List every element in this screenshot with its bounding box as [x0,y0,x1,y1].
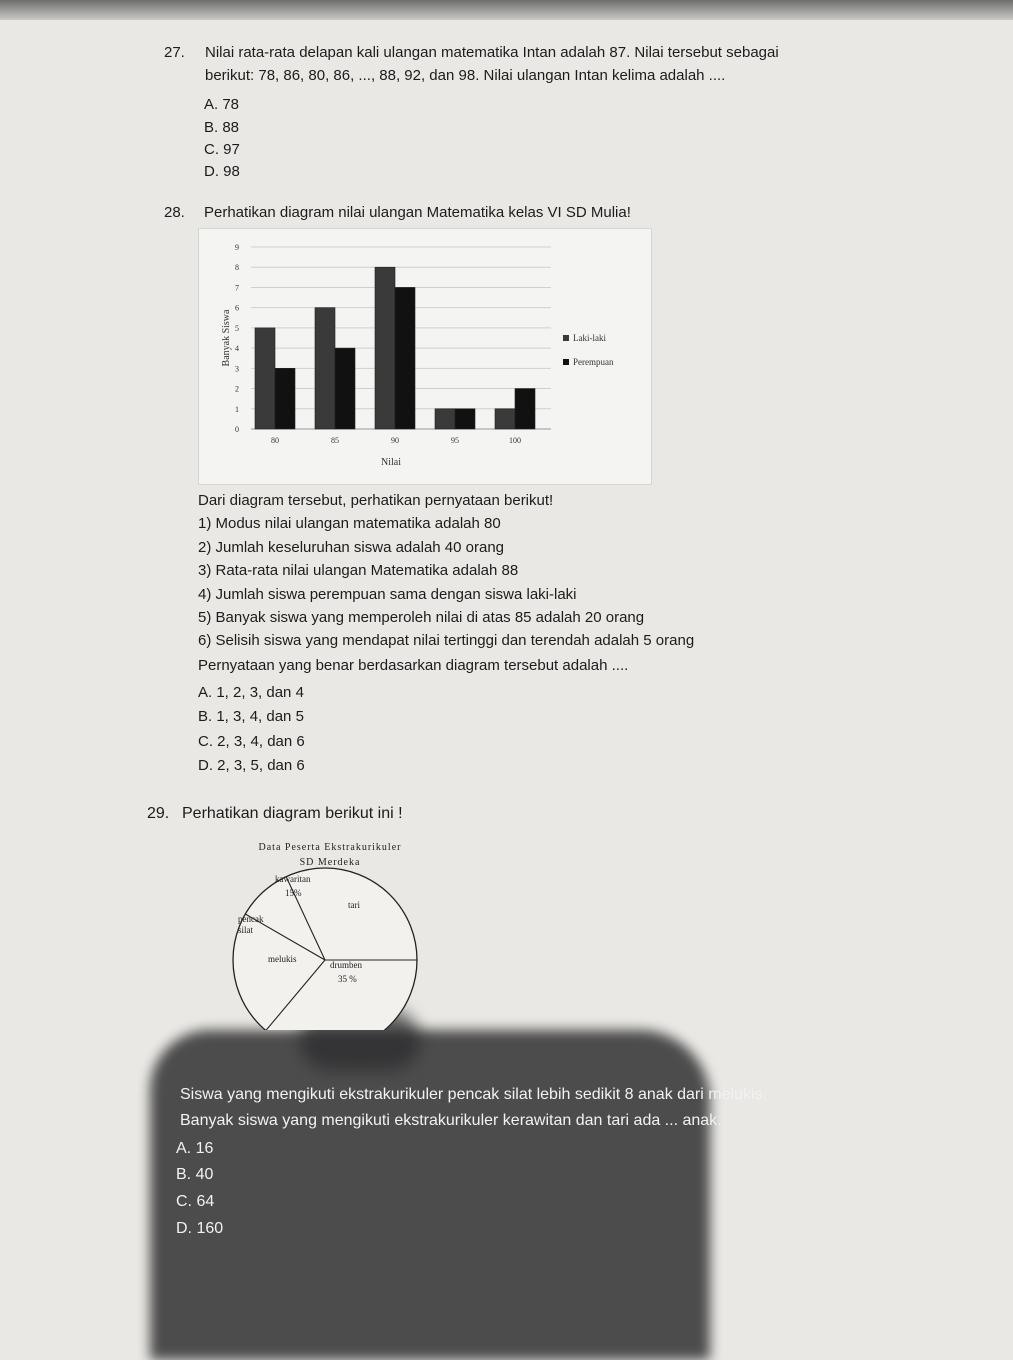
q28-statement-3: 3) Rata-rata nilai ulangan Matematika adalah 88 [198,562,519,579]
pie-title: Data Peserta Ekstrakurikuler [258,842,402,853]
y-tick-label: 3 [235,364,239,374]
q28-prompt: Perhatikan diagram nilai ulangan Matematika kelas VI SD Mulia! [204,204,631,221]
pie-label-0: kawaritan [275,874,311,884]
q29-option-b[interactable]: B. 40 [176,1166,214,1183]
pie-subtitle: SD Merdeka [299,857,361,868]
q28-statement-5: 5) Banyak siswa yang memperoleh nilai di atas 85 adalah 20 orang [198,609,645,626]
x-tick-label: 95 [451,436,459,445]
q29-option-a[interactable]: A. 16 [176,1140,214,1157]
bar-laki-laki-80 [255,328,275,429]
pie-chart-panel [220,840,435,1030]
x-tick-label: 90 [391,436,399,445]
q29-text-1: Siswa yang mengikuti ekstrakurikuler pencak silat lebih sedikit 8 anak dari melukis. [180,1086,767,1103]
legend-swatch [563,359,569,365]
legend-label: Perempuan [573,357,614,367]
q28-option-c[interactable]: C. 2, 3, 4, dan 6 [198,733,305,750]
y-tick-label: 0 [235,425,239,434]
q29-option-d[interactable]: D. 160 [176,1220,224,1237]
q28-option-a[interactable]: A. 1, 2, 3, dan 4 [198,684,304,701]
y-tick-label: 9 [235,243,239,252]
y-tick-label: 7 [235,283,239,293]
q28-statement-4: 4) Jumlah siswa perempuan sama dengan siswa laki-laki [198,586,577,603]
x-tick-label: 85 [331,436,339,445]
q28-statement-2: 2) Jumlah keseluruhan siswa adalah 40 orang [198,539,505,556]
bar-perempuan-85 [335,348,355,429]
bar-chart-panel [198,228,652,485]
pie-outline [233,868,417,1030]
q29-text-2: Banyak siswa yang mengikuti ekstrakurikuler kerawitan dan tari ada ... anak. [180,1112,722,1129]
q27-text-line2: berikut: 78, 86, 80, 86, ..., 88, 92, dan 98. Nilai ulangan Intan kelima adalah .... [205,67,726,84]
q28-number: 28. [164,204,185,221]
q29-prompt: Perhatikan diagram berikut ini ! [182,805,403,822]
bar-perempuan-80 [275,368,295,429]
bar-chart [199,229,651,484]
pie-label-4: silat [238,925,253,935]
q29-option-c[interactable]: C. 64 [176,1193,215,1210]
pie-label-1: tari [348,900,360,910]
q28-after-chart: Dari diagram tersebut, perhatikan pernyataan berikut! [198,492,554,509]
q27-option-c[interactable]: C. 97 [204,141,240,158]
pie-label-2: drumben [330,960,362,970]
y-axis-label: Banyak Siswa [221,309,232,367]
bar-perempuan-100 [515,389,535,429]
y-tick-label: 8 [235,263,239,273]
x-axis-label: Nilai [381,457,401,468]
bar-laki-laki-95 [435,409,455,429]
q28-option-d[interactable]: D. 2, 3, 5, dan 6 [198,757,305,774]
y-tick-label: 2 [235,384,239,394]
pie-chart [220,840,435,1030]
bar-laki-laki-90 [375,267,395,429]
bar-perempuan-90 [395,287,415,429]
q29-number: 29. [147,805,170,822]
q28-statement-1: 1) Modus nilai ulangan matematika adalah 80 [198,515,501,532]
q27-option-b[interactable]: B. 88 [204,119,240,136]
q27-number: 27. [164,44,185,61]
legend-label: Laki-laki [573,333,606,343]
y-tick-label: 6 [235,303,239,313]
q28-statement-6: 6) Selisih siswa yang mendapat nilai tertinggi dan terendah adalah 5 orang [198,632,695,649]
pie-value-0: 15% [285,888,302,898]
q28-question: Pernyataan yang benar berdasarkan diagram tersebut adalah .... [198,657,629,674]
legend-swatch [563,335,569,341]
q27-option-a[interactable]: A. 78 [204,96,240,113]
bar-perempuan-95 [455,409,475,429]
q27-option-d[interactable]: D. 98 [204,163,240,180]
pie-label-4: pencak [238,914,264,924]
x-tick-label: 100 [509,436,521,445]
q28-option-b[interactable]: B. 1, 3, 4, dan 5 [198,708,304,725]
y-tick-label: 4 [235,344,239,354]
bar-laki-laki-85 [315,308,335,429]
y-tick-label: 1 [235,404,239,414]
x-tick-label: 80 [271,436,279,445]
q27-text-line1: Nilai rata-rata delapan kali ulangan matematika Intan adalah 87. Nilai tersebut sebagai [205,44,779,61]
pie-value-2: 35 % [338,974,357,984]
pie-label-3: melukis [268,954,297,964]
y-tick-label: 5 [235,323,239,333]
bar-laki-laki-100 [495,409,515,429]
